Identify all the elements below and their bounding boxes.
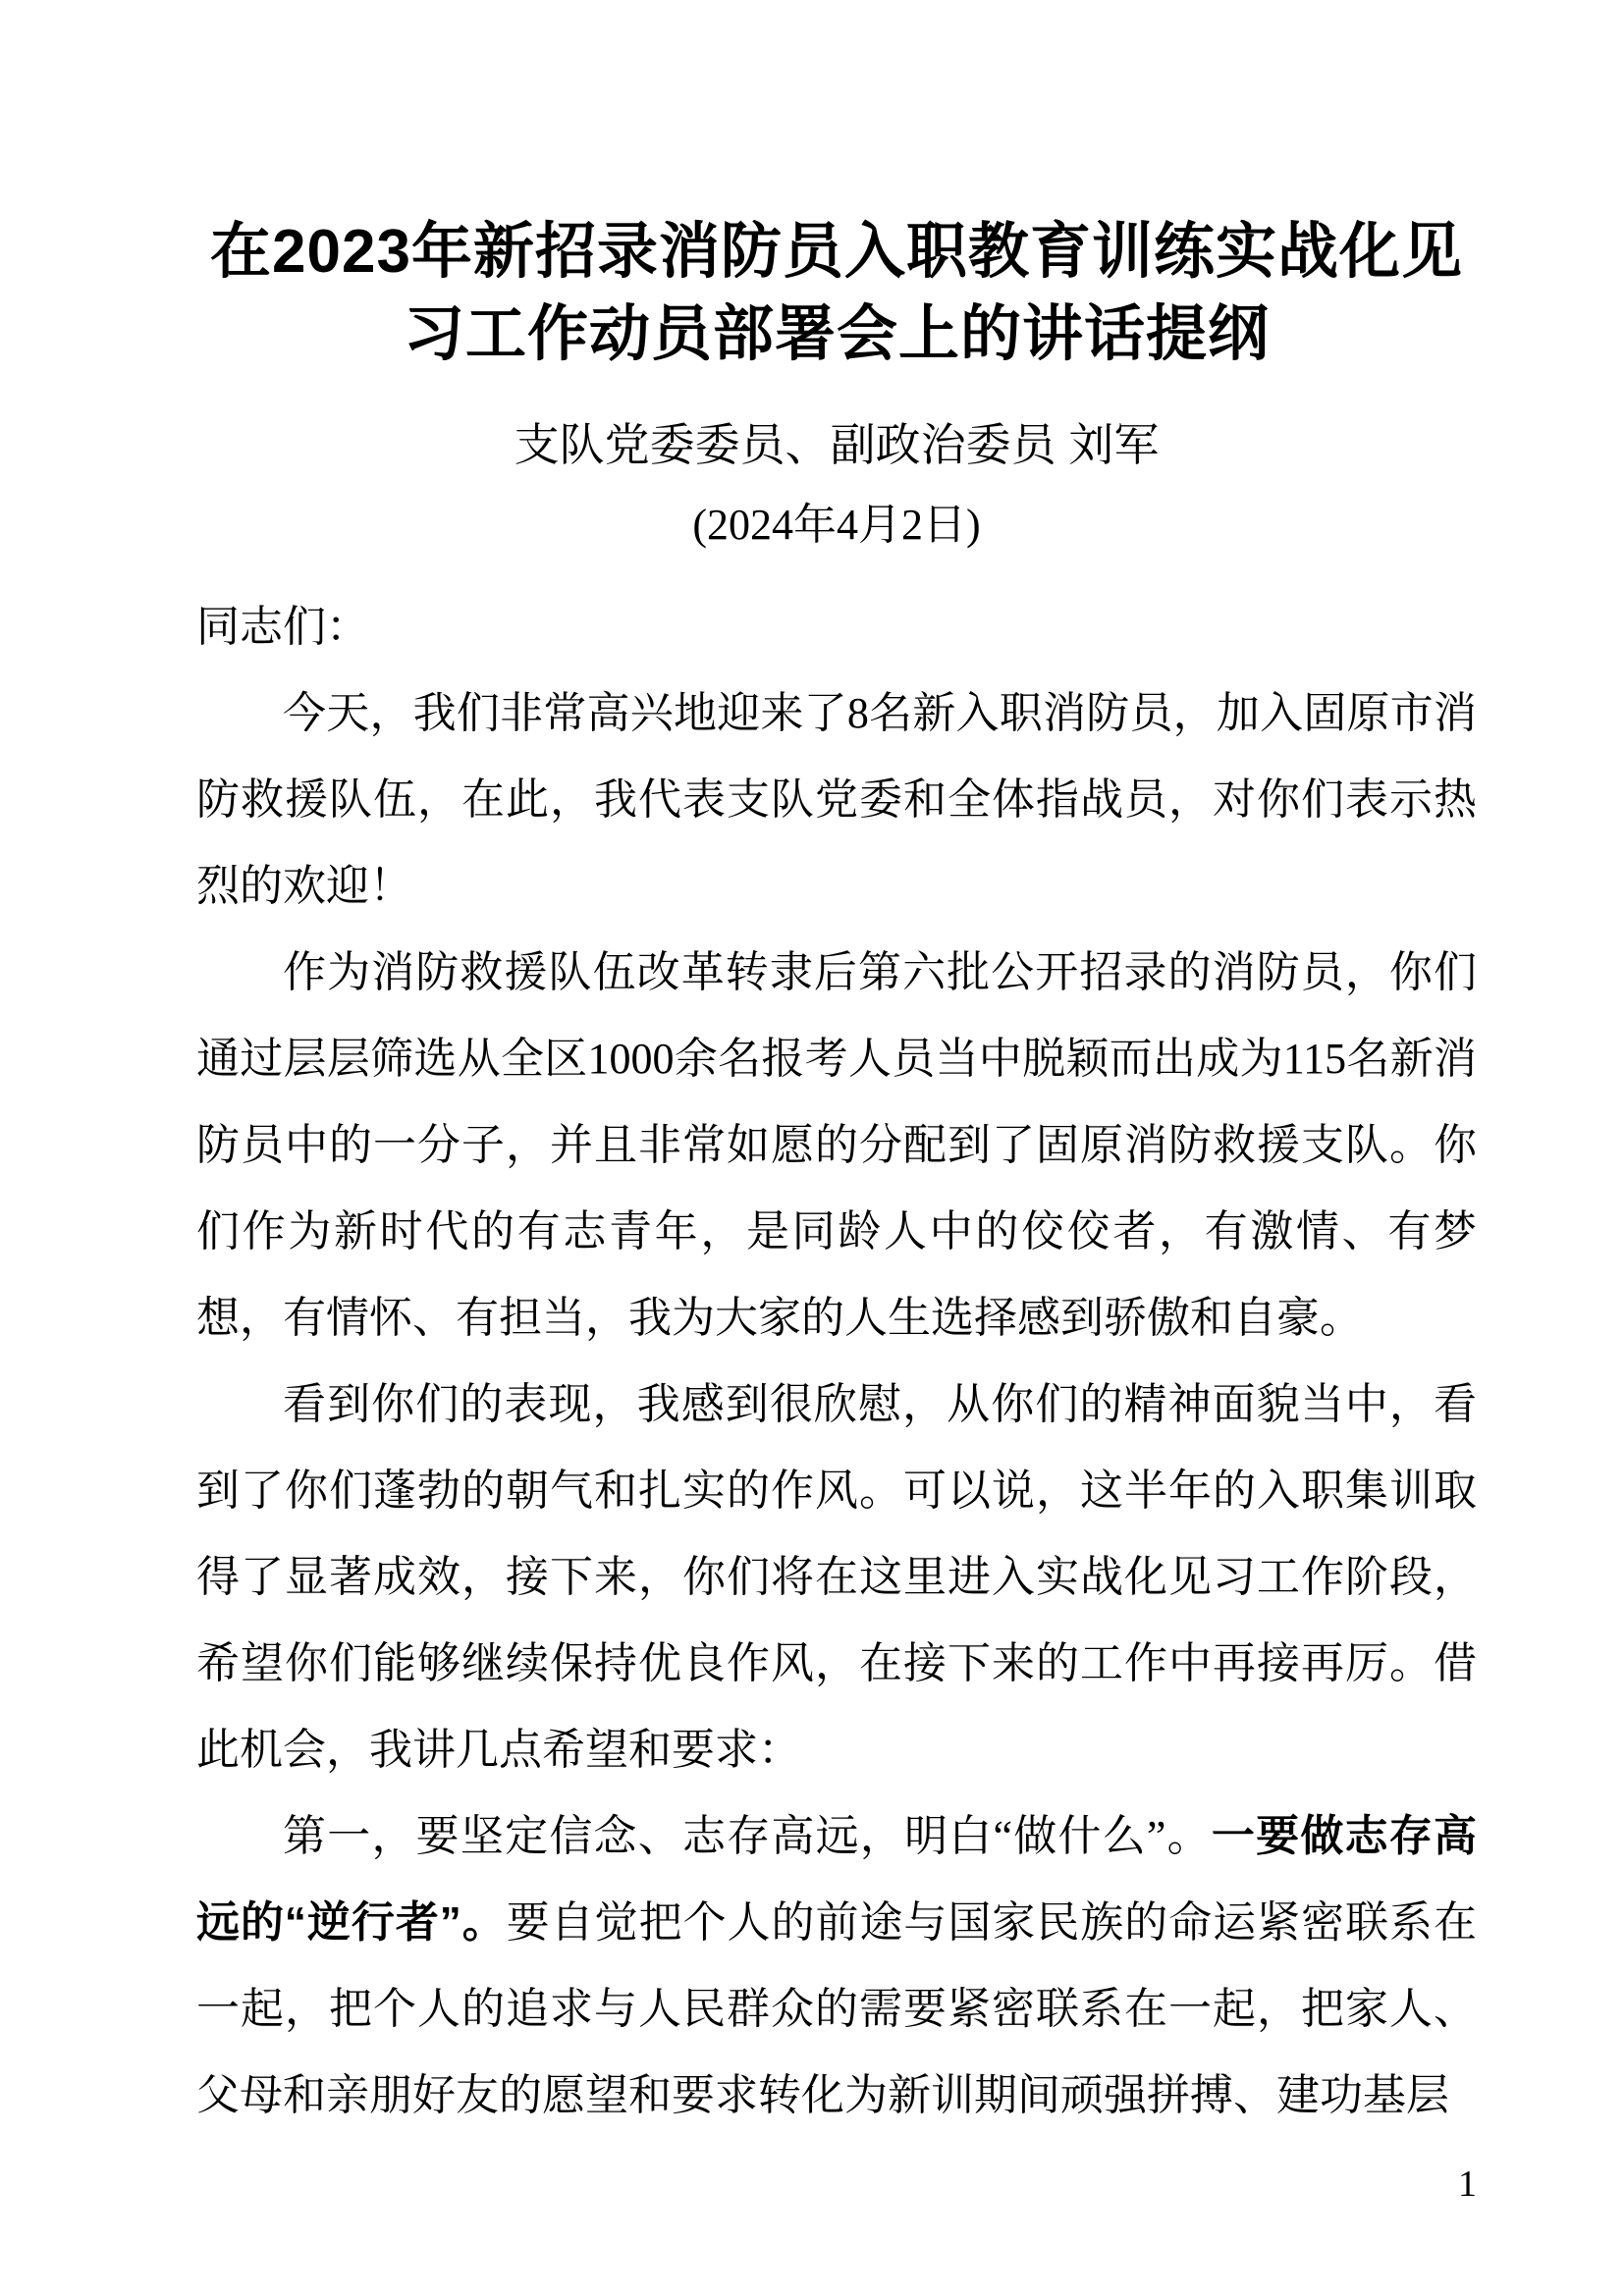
paragraph-3-text: 看到你们的表现，我感到很欣慰，从你们的精神面貌当中，看到了你们蓬勃的朝气和扎实的作风。可以说，这半年的入职集训取得了显著成效，接下来，你们将在这里进入实战化见习工作阶段，希望你们能够继续保持优良作风，在接下来的工作中再接再厉。借此机会，我讲几点希望和要求： (196, 1380, 1477, 1774)
paragraph-4 (196, 1793, 1477, 2139)
document-body (196, 584, 1477, 2139)
author-line: 支队党委委员、副政治委员 刘军 (514, 419, 1160, 470)
paragraph-1-text: 今天，我们非常高兴地迎来了8名新入职消防员，加入固原市消防救援队伍，在此，我代表支队党委和全体指战员，对你们表示热烈的欢迎！ (196, 689, 1477, 910)
paragraph-4-segment-3: 要自觉把个人的前途与国家民族的命运紧密联系在一起，把个人的追求与人民群众的需要紧密联系在一起，把家人、父母和亲朋好友的愿望和要求转化为新训期间顽强拼搏、建功基层 (196, 1898, 1478, 2119)
document-title-line-1: 在2023年新招录消防员入职教育训练实战化见 (210, 218, 1463, 286)
paragraph-2 (196, 930, 1477, 1362)
page-number: 1 (1458, 2163, 1477, 2205)
paragraph-2-text: 作为消防救援队伍改革转隶后第六批公开招录的消防员，你们通过层层筛选从全区1000余名报考人员当中脱颖而出成为115名新消防员中的一分子，并且非常如愿的分配到了固原消防救援支队。你们作为新时代的有志青年，是同龄人中的佼佼者，有激情、有梦想，有情怀、有担当，我为大家的人生选择感到骄傲和自豪。 (196, 948, 1477, 1342)
document-title (196, 211, 1477, 376)
date-line: (2024年4月2日) (692, 501, 981, 549)
document-title-line-2: 习工作动员部署会上的讲话提纲 (403, 300, 1270, 368)
paragraph-3 (196, 1362, 1477, 1793)
paragraph-4-segment-1: 第一，要坚定信念、志存高远，明白“做什么”。 (283, 1812, 1212, 1860)
paragraph-1 (196, 670, 1477, 930)
paragraph-4-segment-2-bold: 一要做志存高远的“逆行者”。 (196, 1812, 1478, 1947)
salutation: 同志们： (196, 603, 369, 651)
